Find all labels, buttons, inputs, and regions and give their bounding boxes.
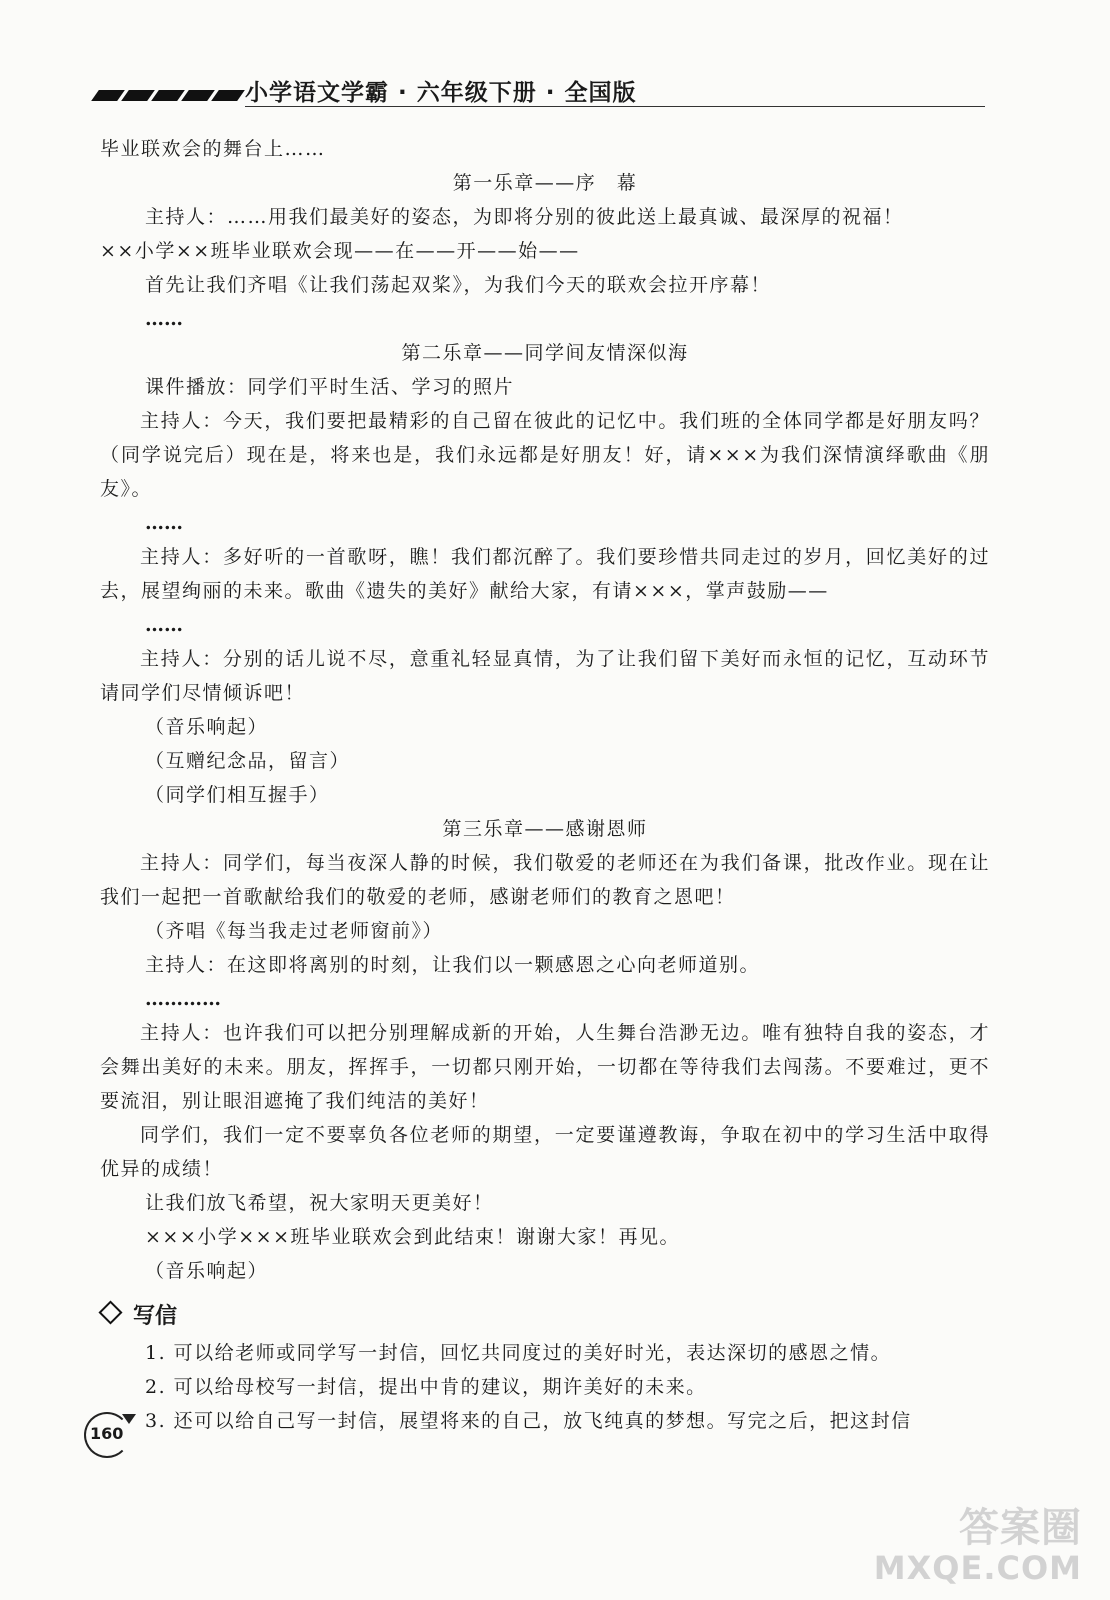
ch3-host-line-2: 主持人：在这即将离别的时刻，让我们以一颗感恩之心向老师道别。 — [145, 954, 761, 976]
ch3-line-wish: 让我们放飞希望，祝大家明天更美好！ — [145, 1192, 494, 1214]
ch2-host-paragraph-1: 主持人：今天，我们要把最精彩的自己留在彼此的记忆中。我们班的全体同学都是好朋友吗？（同学说完后）现在是，将来也是，我们永远都是好朋友！好，请×××为我们深情演绎歌曲《朋友》。 — [100, 410, 990, 500]
site-watermark — [873, 1505, 1082, 1588]
header-stripes-decoration — [95, 90, 241, 101]
list-item: 1. 可以给老师或同学写一封信，回忆共同度过的美好时光，表达深切的感恩之情。 — [145, 1342, 892, 1364]
stage-direction: （同学们相互握手） — [145, 784, 330, 806]
chapter-3-title: 第三乐章——感谢恩师 — [442, 818, 648, 840]
ch3-line-closing: ×××小学×××班毕业联欢会到此结束！谢谢大家！再见。 — [145, 1226, 681, 1248]
page-number: 160 — [90, 1424, 124, 1443]
list-item: 2. 可以给母校写一封信，提出中肯的建议，期许美好的未来。 — [145, 1376, 707, 1398]
diamond-icon — [98, 1300, 122, 1324]
arrowhead-icon — [122, 1414, 136, 1424]
stage-direction: （互赠纪念品，留言） — [145, 750, 351, 772]
running-header — [95, 72, 985, 114]
ch1-opening-line: ××小学××班毕业联欢会现——在——开——始—— — [100, 240, 580, 262]
list-item: 3. 还可以给自己写一封信，展望将来的自己，放飞纯真的梦想。写完之后，把这封信 — [145, 1410, 912, 1432]
ellipsis: …… — [145, 308, 183, 330]
intro-line: 毕业联欢会的舞台上…… — [100, 138, 326, 160]
stage-direction: （齐唱《每当我走过老师窗前》） — [145, 920, 444, 942]
ellipsis: …… — [145, 614, 183, 636]
chapter-1-title: 第一乐章——序 幕 — [452, 172, 638, 194]
header-rule — [245, 106, 985, 107]
book-title: 小学语文学霸 · 六年级下册 · 全国版 — [245, 80, 637, 106]
ch2-host-paragraph-2: 主持人：多好听的一首歌呀，瞧！我们都沉醉了。我们要珍惜共同走过的岁月，回忆美好的过去，展望绚丽的未来。歌曲《遗失的美好》献给大家，有请×××，掌声鼓励—— — [100, 546, 990, 602]
chapter-2-title: 第二乐章——同学间友情深似海 — [401, 342, 689, 364]
ellipsis: ………… — [145, 988, 221, 1010]
stage-direction: （音乐响起） — [145, 1260, 269, 1282]
page-number-badge — [84, 1412, 132, 1460]
ch2-host-paragraph-3: 主持人：分别的话儿说不尽，意重礼轻显真情，为了让我们留下美好而永恒的记忆，互动环节请同学们尽情倾诉吧！ — [100, 648, 990, 704]
stage-direction: （音乐响起） — [145, 716, 269, 738]
section-heading-letter — [100, 1298, 990, 1336]
ch1-song-line: 首先让我们齐唱《让我们荡起双桨》，为我们今天的联欢会拉开序幕！ — [145, 274, 772, 296]
ellipsis: …… — [145, 512, 183, 534]
watermark-cn: 答案圈 — [959, 1505, 1082, 1551]
section-heading-text: 写信 — [133, 1304, 178, 1329]
ch1-host-line: 主持人：……用我们最美好的姿态，为即将分别的彼此送上最真诚、最深厚的祝福！ — [145, 206, 904, 228]
watermark-en: MXQE.COM — [873, 1549, 1082, 1587]
ch3-paragraph-expectation: 同学们，我们一定不要辜负各位老师的期望，一定要谨遵教诲，争取在初中的学习生活中取得优异的成绩！ — [100, 1124, 990, 1180]
ch3-host-paragraph-1: 主持人：同学们，每当夜深人静的时候，我们敬爱的老师还在为我们备课，批改作业。现在让我们一起把一首歌献给我们的敬爱的老师，感谢老师们的教育之恩吧！ — [100, 852, 990, 908]
page-content — [100, 132, 990, 1438]
ch2-courseware-line: 课件播放：同学们平时生活、学习的照片 — [145, 376, 515, 398]
ch3-host-paragraph-3: 主持人：也许我们可以把分别理解成新的开始，人生舞台浩渺无边。唯有独特自我的姿态，才会舞出美好的未来。朋友，挥挥手，一切都只刚开始，一切都在等待我们去闯荡。不要难过，更不要流泪，别让眼泪遮掩了我们纯洁的美好！ — [100, 1022, 990, 1112]
